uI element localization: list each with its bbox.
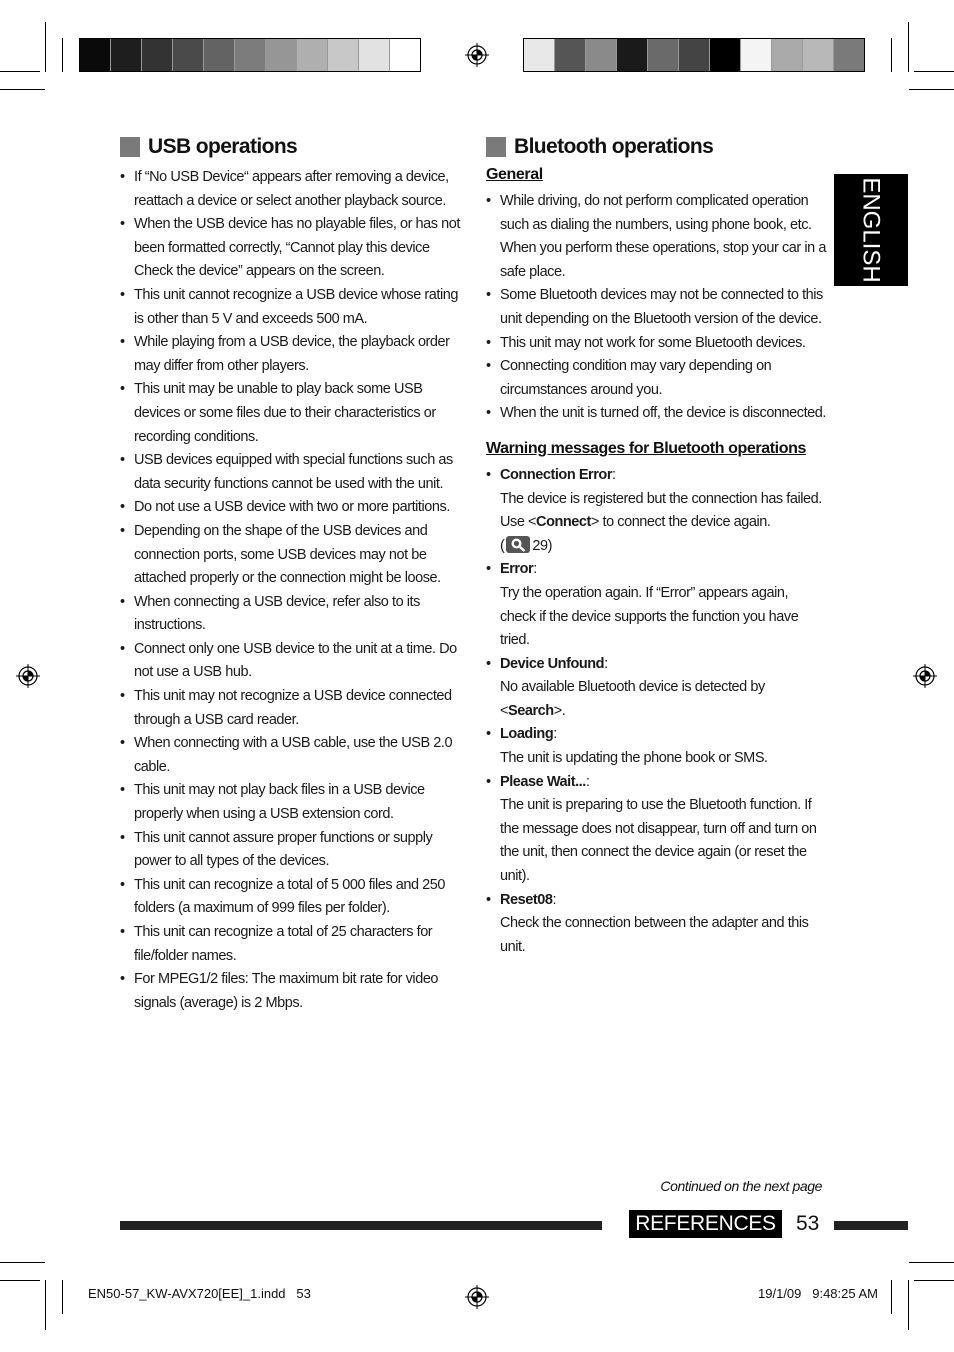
bullet: • [486, 773, 491, 790]
bullet: • [486, 287, 491, 304]
section-marker-icon [486, 137, 506, 157]
section-heading [486, 132, 826, 162]
list-item-text: While driving, do not perform complicated operation such as dialing the numbers, using phone book, etc. When you perform these operations, stop your car in a safe place. [500, 193, 826, 280]
bluetooth-section-title: Bluetooth operations [514, 135, 714, 158]
colon: : [552, 891, 557, 908]
bullet: • [486, 466, 491, 483]
page-ref-open: ( [500, 537, 505, 554]
message-description-text: The unit is updating the phone book or SMS. [500, 750, 768, 767]
bullet: • [486, 561, 491, 578]
crop-mark [909, 89, 954, 90]
color-swatch [772, 39, 803, 71]
list-item [120, 378, 465, 449]
list-item-text: Do not use a USB device with two or more partitions. [134, 499, 450, 516]
magnifier-icon [506, 536, 530, 553]
list-item [120, 496, 465, 520]
crop-mark [0, 71, 40, 72]
message-description-text: No available Bluetooth device is detected by < [500, 679, 765, 719]
colon: : [585, 773, 590, 790]
footer-rule-right [834, 1221, 908, 1230]
message-term: Connection Error [500, 466, 613, 483]
section-label-box [629, 1210, 782, 1238]
list-item [120, 874, 465, 921]
color-swatch [586, 39, 617, 71]
list-item-text: Connecting condition may vary depending on circumstances around you. [500, 358, 772, 398]
list-item-text: When connecting with a USB cable, use the USB 2.0 cable. [134, 735, 453, 775]
usb-section-title: USB operations [148, 135, 298, 158]
list-item [486, 332, 826, 356]
list-item-text: This unit cannot recognize a USB device whose rating is other than 5 V and exceeds 500 mA. [134, 286, 458, 327]
bluetooth-warning-messages-list [486, 464, 826, 959]
bullet: • [486, 405, 491, 422]
message-term: Reset08 [500, 891, 553, 908]
list-item [120, 449, 465, 496]
language-tab [834, 174, 908, 286]
list-item-text: USB devices equipped with special functions such as data security functions cannot be used with the unit. [134, 452, 453, 492]
bullet: • [120, 782, 125, 799]
list-item [120, 638, 465, 685]
bullet: • [486, 655, 491, 672]
bullet: • [120, 593, 125, 610]
list-item [120, 827, 465, 874]
color-swatch [524, 39, 555, 71]
colon: : [604, 655, 608, 672]
usb-notes-list [120, 166, 465, 1015]
color-swatch [204, 39, 235, 71]
list-item-text: Connect only one USB device to the unit at a time. Do not use a USB hub. [134, 640, 457, 681]
warning-message-item [486, 558, 826, 652]
colon: : [533, 561, 537, 578]
bullet: • [120, 829, 125, 846]
footer-rule-left [120, 1221, 602, 1230]
message-term: Loading [500, 726, 554, 743]
message-description [500, 747, 826, 771]
bullet: • [120, 640, 125, 657]
list-item-text: This unit can recognize a total of 5 000 files and 250 folders (a maximum of 999 files per folder). [134, 876, 446, 917]
bullet: • [120, 286, 125, 303]
color-swatch [328, 39, 359, 71]
color-swatch [359, 39, 390, 71]
list-item-text: This unit cannot assure proper functions or supply power to all types of the devices. [134, 829, 433, 870]
list-item-text: This unit may be unable to play back some USB devices or some files due to their characteristics or recording conditions. [134, 381, 436, 445]
crop-mark [62, 1280, 63, 1314]
section-marker-icon [120, 137, 140, 157]
color-swatch [235, 39, 266, 71]
list-item [120, 520, 465, 591]
list-item-text: For MPEG1/2 files: The maximum bit rate for video signals (average) is 2 Mbps. [134, 971, 439, 1011]
colon: : [553, 726, 557, 743]
crop-mark [908, 1280, 909, 1330]
crop-mark [0, 1262, 45, 1263]
bullet: • [120, 452, 125, 469]
color-swatch [834, 39, 864, 71]
list-item [120, 591, 465, 638]
warning-message-item [486, 771, 826, 889]
message-description [500, 582, 826, 653]
list-item-text: When the unit is turned off, the device is disconnected. [500, 405, 826, 422]
warning-message-item [486, 723, 826, 770]
bullet: • [120, 381, 125, 398]
list-item [120, 284, 465, 331]
color-swatch [142, 39, 173, 71]
list-item-text: Some Bluetooth devices may not be connected to this unit depending on the Bluetooth version of the device. [500, 287, 823, 327]
crop-mark [914, 71, 954, 72]
message-term: Device Unfound [500, 655, 605, 672]
message-button-name: Connect [536, 514, 591, 531]
color-swatch [297, 39, 328, 71]
list-item-text: Depending on the shape of the USB devices and connection ports, some USB devices may not be attached properly or the connection might be loose. [134, 522, 441, 587]
crop-mark [45, 22, 46, 72]
crop-mark [891, 38, 892, 72]
message-description [500, 794, 826, 888]
color-swatch [617, 39, 648, 71]
language-tab-label: ENGLISH [858, 177, 885, 283]
warning-message-item [486, 464, 826, 558]
crop-mark [909, 1262, 954, 1263]
continued-note: Continued on the next page [660, 1178, 822, 1194]
message-button-name: Search [508, 702, 554, 719]
crop-mark [914, 1280, 954, 1281]
list-item [120, 921, 465, 968]
color-calibration-bar-left [79, 38, 421, 72]
color-swatch [555, 39, 586, 71]
list-item [120, 331, 465, 378]
bullet: • [486, 726, 491, 743]
list-item-text: This unit may not play back files in a USB device properly when using a USB extension cord. [134, 782, 425, 823]
color-swatch [741, 39, 772, 71]
registration-mark-icon [465, 1285, 489, 1309]
bullet: • [120, 924, 125, 940]
slug-file-info: EN50-57_KW-AVX720[EE]_1.indd 53 [88, 1286, 311, 1301]
list-item-text: When connecting a USB device, refer also to its instructions. [134, 593, 420, 634]
bullet: • [486, 193, 491, 209]
list-item [486, 190, 826, 284]
bluetooth-general-list [486, 190, 826, 426]
crop-mark [0, 1280, 40, 1281]
bluetooth-operations-section [486, 132, 826, 959]
bullet: • [120, 169, 125, 185]
crop-mark [908, 22, 909, 72]
color-swatch [111, 39, 142, 71]
list-item [120, 779, 465, 826]
bullet: • [120, 499, 125, 516]
list-item-text: This unit can recognize a total of 25 characters for file/folder names. [134, 924, 433, 964]
color-swatch [803, 39, 834, 71]
color-swatch [679, 39, 710, 71]
list-item [486, 355, 826, 402]
color-swatch [390, 39, 420, 71]
crop-mark [62, 38, 63, 72]
message-description [500, 912, 826, 959]
bullet: • [120, 876, 125, 893]
message-description-text: >. [553, 702, 566, 719]
warning-message-item [486, 653, 826, 724]
usb-operations-section [120, 132, 465, 1015]
bullet: • [120, 735, 125, 752]
crop-mark [45, 1280, 46, 1330]
warning-messages-subheading: Warning messages for Bluetooth operations [486, 439, 806, 457]
registration-mark-icon [913, 664, 937, 688]
bullet: • [486, 358, 491, 375]
page-ref-number: 29) [532, 537, 552, 554]
page-number: 53 [796, 1212, 820, 1235]
section-heading [120, 132, 465, 162]
color-swatch [80, 39, 111, 71]
crop-mark [0, 89, 45, 90]
list-item-text: This unit may not recognize a USB device connected through a USB card reader. [134, 688, 452, 728]
list-item [486, 402, 826, 426]
color-swatch [710, 39, 741, 71]
list-item [120, 166, 465, 213]
color-calibration-bar-right [523, 38, 865, 72]
registration-mark-icon [16, 664, 40, 688]
bullet: • [120, 971, 125, 988]
section-label: REFERENCES [635, 1212, 776, 1235]
color-swatch [173, 39, 204, 71]
message-description-text: The unit is preparing to use the Bluetooth function. If the message does not disappear, turn off and turn on the unit, then connect the device again (or reset the unit). [500, 797, 817, 885]
message-description-text: The device is registered but the connection has failed. Use < [500, 490, 822, 531]
list-item-text: If “No USB Device“ appears after removing a device, reattach a device or select another playback source. [134, 169, 449, 209]
list-item [120, 213, 465, 284]
color-swatch [266, 39, 297, 71]
registration-mark-icon [465, 43, 489, 67]
bullet: • [486, 334, 491, 351]
message-term: Error [500, 561, 534, 578]
slug-date-info: 19/1/09 9:48:25 AM [758, 1286, 878, 1301]
list-item [120, 732, 465, 779]
list-item-text: When the USB device has no playable files, or has not been formatted correctly, “Cannot play this device Check the device” appears on the screen. [134, 216, 460, 280]
bullet: • [120, 216, 125, 233]
bullet: • [486, 891, 491, 908]
general-subheading: General [486, 166, 543, 183]
message-description-text: > to connect the device again. [590, 514, 771, 531]
list-item-text: While playing from a USB device, the playback order may differ from other players. [134, 334, 450, 374]
bullet: • [120, 522, 125, 539]
bullet: • [120, 688, 125, 705]
message-description-text: Check the connection between the adapter and this unit. [500, 915, 809, 955]
message-description [500, 676, 826, 723]
list-item-text: This unit may not work for some Bluetooth devices. [500, 334, 806, 351]
list-item [120, 685, 465, 732]
message-description-text: Try the operation again. If “Error” appears again, check if the device supports the function you have tried. [500, 584, 799, 649]
list-item [120, 968, 465, 1015]
message-term: Please Wait... [500, 773, 586, 790]
bullet: • [120, 334, 125, 351]
color-swatch [648, 39, 679, 71]
colon: : [612, 466, 616, 483]
warning-message-item [486, 889, 826, 960]
message-description [500, 488, 826, 559]
list-item [486, 284, 826, 331]
crop-mark [891, 1280, 892, 1314]
